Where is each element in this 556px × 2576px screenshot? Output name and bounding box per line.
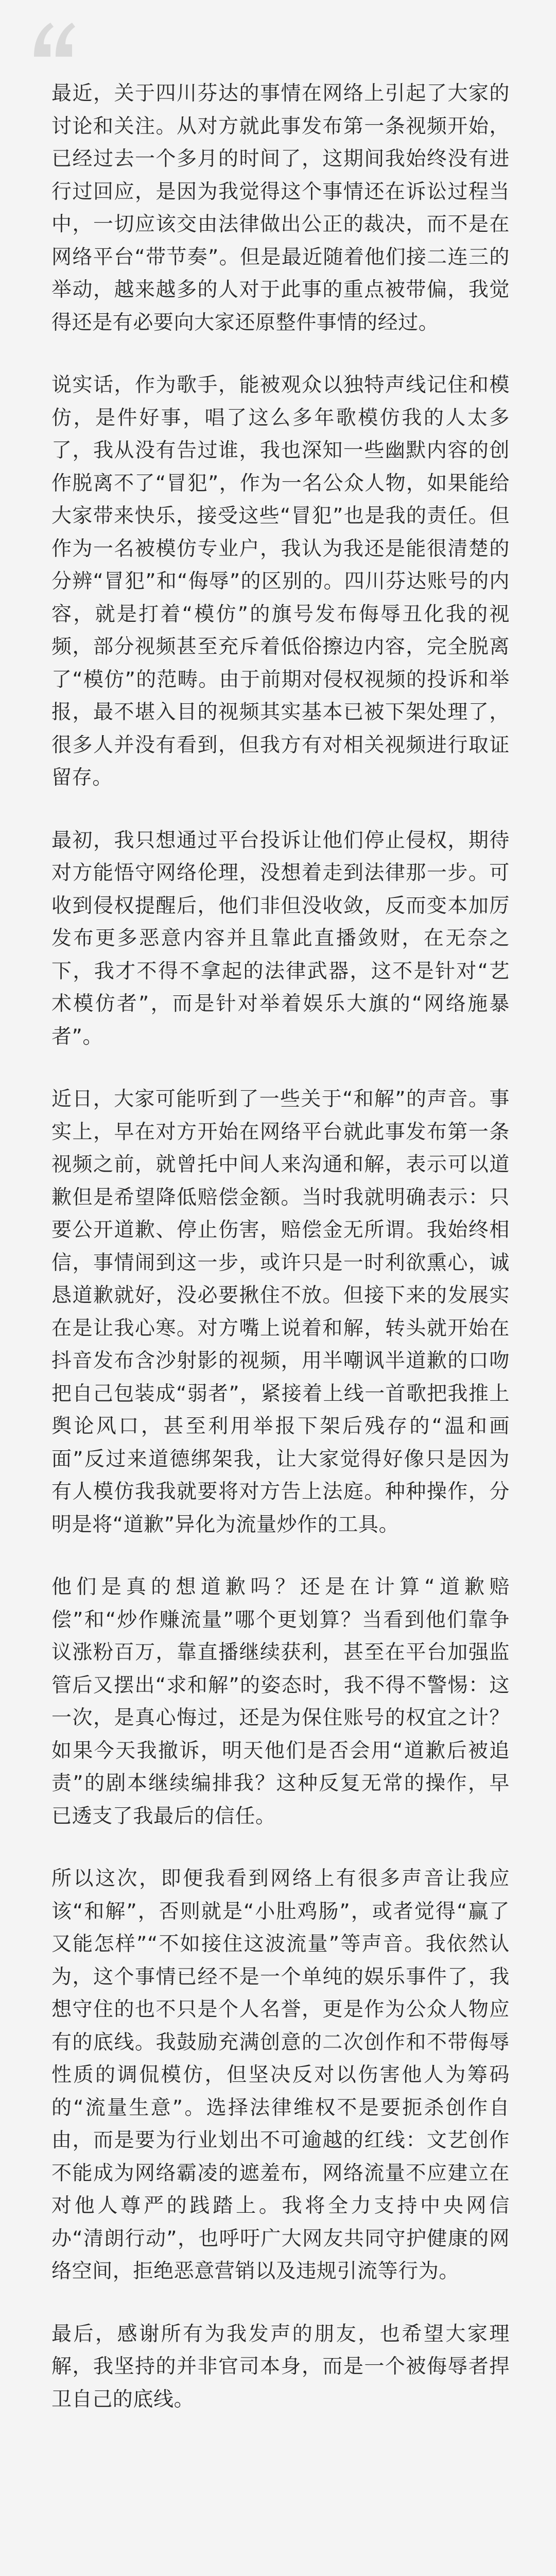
paragraph-4: 近日，大家可能听到了一些关于“和解”的声音。事实上，早在对方开始在网络平台就此事发布第一条视频之前，就曾托中间人来沟通和解，表示可以道歉但是希望降低赔偿金额。当时我就明确表示：只要公开道歉、停止伤害，赔偿金无所谓。我始终相信，事情闹到这一步，或许只是一时利欲熏心，诚恳道歉就好，没必要揪住不放。但接下来的发展实在是让我心寒。对方嘴上说着和解，转头就开始在抖音发布含沙射影的视频，用半嘲讽半道歉的口吻把自己包装成“弱者”，紧接着上线一首歌把我推上舆论风口，甚至利用举报下架后残存的“温和画面”反过来道德绑架我，让大家觉得好像只是因为有人模仿我我就要将对方告上法庭。种种操作，分明是将“道歉”异化为流量炒作的工具。 <box>51 1088 510 1536</box>
open-quote-icon <box>30 18 76 64</box>
paragraph-6: 所以这次，即便我看到网络上有很多声音让我应该“和解”，否则就是“小肚鸡肠”，或者觉得“赢了又能怎样”“不如接住这波流量”等声音。我依然认为，这个事情已经不是一个单纯的娱乐事件了，我想守住的也不只是个人名誉，更是作为公众人物应有的底线。我鼓励充满创意的二次创作和不带侮辱性质的调侃模仿，但坚决反对以伤害他人为筹码的“流量生意”。选择法律维权不是要扼杀创作自由，而是要为行业划出不可逾越的红线：文艺创作不能成为网络霸凌的遮羞布，网络流量不应建立在对他人尊严的践踏上。我将全力支持中央网信办“清朗行动”，也呼吁广大网友共同守护健康的网络空间，拒绝恶意营销以及违规引流等行为。 <box>51 1867 510 2283</box>
paragraph-1: 最近，关于四川芬达的事情在网络上引起了大家的讨论和关注。从对方就此事发布第一条视频开始，已经过去一个多月的时间了，这期间我始终没有进行过回应，是因为我觉得这个事情还在诉讼过程当中，一切应该交由法律做出公正的裁决，而不是在网络平台“带节奏”。但是最近随着他们接二连三的举动，越来越多的人对于此事的重点被带偏，我觉得还是有必要向大家还原整件事情的经过。 <box>51 82 510 334</box>
statement-article <box>51 77 510 2446</box>
paragraph-5: 他们是真的想道歉吗？还是在计算“道歉赔偿”和“炒作赚流量”哪个更划算？当看到他们靠争议涨粉百万，靠直播继续获利，甚至在平台加强监管后又摆出“求和解”的姿态时，我不得不警惕：这一次，是真心悔过，还是为保住账号的权宜之计？如果今天我撤诉，明天他们是否会用“道歉后被追责”的剧本继续编排我？这种反复无常的操作，早已透支了我最后的信任。 <box>51 1575 510 1828</box>
paragraph-3: 最初，我只想通过平台投诉让他们停止侵权，期待对方能悟守网络伦理，没想着走到法律那一步。可收到侵权提醒后，他们非但没收敛，反而变本加厉发布更多恶意内容并且靠此直播敛财，在无奈之下，我才不得不拿起的法律武器，这不是针对“艺术模仿者”，而是针对举着娱乐大旗的“网络施暴者”。 <box>51 828 510 1048</box>
paragraph-2: 说实话，作为歌手，能被观众以独特声线记住和模仿，是件好事，唱了这么多年歌模仿我的人太多了，我从没有告过谁，我也深知一些幽默内容的创作脱离不了“冒犯”，作为一名公众人物，如果能给大家带来快乐，接受这些“冒犯”也是我的责任。但作为一名被模仿专业户，我认为我还是能很清楚的分辨“冒犯”和“侮辱”的区别的。四川芬达账号的内容，就是打着“模仿”的旗号发布侮辱丑化我的视频，部分视频甚至充斥着低俗擦边内容，完全脱离了“模仿”的范畴。由于前期对侵权视频的投诉和举报，最不堪入目的视频其实基本已被下架处理了，很多人并没有看到，但我方有对相关视频进行取证留存。 <box>51 374 510 789</box>
paragraph-7: 最后，感谢所有为我发声的朋友，也希望大家理解，我坚持的并非官司本身，而是一个被侮辱者捍卫自己的底线。 <box>51 2322 510 2411</box>
